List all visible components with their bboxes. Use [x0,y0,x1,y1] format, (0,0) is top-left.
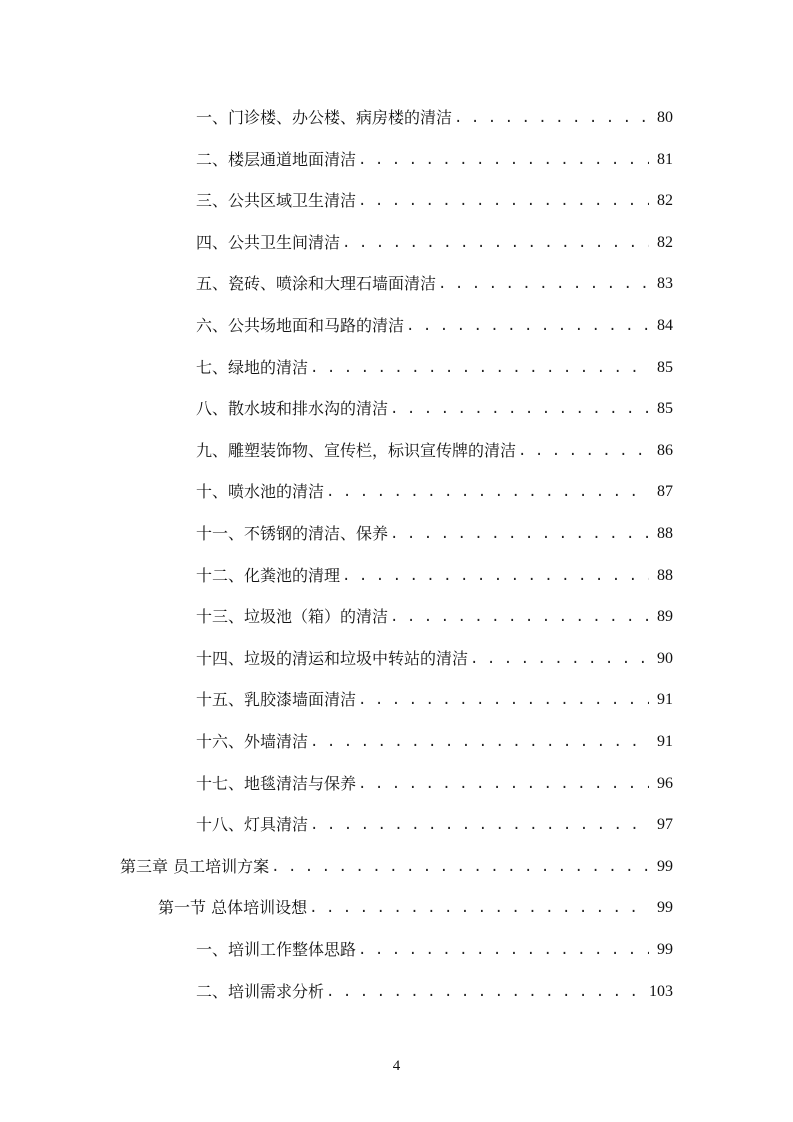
toc-entry-page: 85 [657,359,673,376]
toc-dot-leader [390,397,649,421]
toc-entry-title: 八、散水坡和排水沟的清洁 [196,399,389,418]
toc-entry-page: 88 [657,567,673,584]
toc-dot-leader [342,564,649,588]
toc-entry[interactable] [120,855,673,879]
toc-entry-page: 90 [657,650,673,667]
toc-entry[interactable] [196,522,673,546]
toc-entry[interactable] [196,480,673,504]
toc-entry-page: 91 [657,691,673,708]
toc-entry-page: 88 [657,525,673,542]
toc-entry-title: 二、楼层通道地面清洁 [196,150,357,169]
toc-dot-leader [310,356,649,380]
toc-entry-title: 六、公共场地面和马路的清洁 [196,316,405,335]
toc-entry-title: 九、雕塑装饰物、宣传栏，标识宣传牌的清洁 [196,441,517,460]
page-number: 4 [392,1058,401,1074]
toc-entry[interactable] [196,772,673,796]
toc-dot-leader [470,647,649,671]
toc-entry[interactable] [196,397,673,421]
toc-entry-page: 99 [657,858,673,875]
toc-entry-page: 96 [657,775,673,792]
toc-entry[interactable] [196,189,673,213]
toc-entry[interactable] [196,813,673,837]
toc-entry-title: 二、培训需求分析 [196,982,325,1001]
toc-dot-leader [326,980,647,1004]
toc-dot-leader [406,314,649,338]
toc-dot-leader [271,855,649,879]
toc-entry[interactable] [196,688,673,712]
toc-entry[interactable] [196,439,673,463]
toc-dot-leader [310,813,649,837]
toc-entry[interactable] [196,356,673,380]
toc-entry[interactable] [196,647,673,671]
toc-dot-leader [390,522,649,546]
toc-dot-leader [309,896,649,920]
toc-entry-page: 103 [649,983,673,1000]
toc-entry-page: 83 [657,275,673,292]
toc-entry-page: 85 [657,400,673,417]
toc-entry[interactable] [158,896,673,920]
toc-entry-title: 十八、灯具清洁 [196,815,309,834]
toc-dot-leader [326,480,649,504]
toc-entry-title: 第一节 总体培训设想 [158,898,308,917]
toc-entry-title: 三、公共区域卫生清洁 [196,191,357,210]
toc-dot-leader [310,730,649,754]
toc-entry[interactable] [196,148,673,172]
toc-entry-page: 87 [657,483,673,500]
toc-entry-title: 七、绿地的清洁 [196,358,309,377]
toc-entry-page: 89 [657,608,673,625]
toc-entry-title: 十五、乳胶漆墙面清洁 [196,690,357,709]
toc-entry-title: 一、门诊楼、办公楼、病房楼的清洁 [196,108,453,127]
toc-dot-leader [358,148,649,172]
toc-entry[interactable] [196,605,673,629]
toc-entry[interactable] [196,980,673,1004]
toc-dot-leader [438,272,649,296]
toc-entry-title: 十一、不锈钢的清洁、保养 [196,524,389,543]
toc-dot-leader [454,106,649,130]
toc-dot-leader [390,605,649,629]
toc-entry-title: 五、瓷砖、喷涂和大理石墙面清洁 [196,274,437,293]
toc-entry-title: 十三、垃圾池（箱）的清洁 [196,607,389,626]
toc-entry-page: 82 [657,234,673,251]
toc-entry[interactable] [196,730,673,754]
toc-dot-leader [342,231,649,255]
toc-entry[interactable] [196,938,673,962]
toc-entry[interactable] [196,231,673,255]
toc-entry-page: 81 [657,151,673,168]
toc-entry[interactable] [196,106,673,130]
toc-entry-page: 84 [657,317,673,334]
toc-dot-leader [358,189,649,213]
toc-entry-title: 十二、化粪池的清理 [196,566,341,585]
toc-entry-page: 99 [657,941,673,958]
toc-entry-page: 86 [657,442,673,459]
toc-entry[interactable] [196,564,673,588]
toc-entry-title: 十四、垃圾的清运和垃圾中转站的清洁 [196,649,469,668]
toc-entry-page: 99 [657,899,673,916]
toc-dot-leader [358,688,649,712]
toc-entry-page: 91 [657,733,673,750]
toc-entry-title: 第三章 员工培训方案 [120,857,270,876]
toc-entry-title: 十七、地毯清洁与保养 [196,774,357,793]
toc-entry-title: 十、喷水池的清洁 [196,482,325,501]
toc-entry-title: 十六、外墙清洁 [196,732,309,751]
toc-dot-leader [358,772,649,796]
toc-entry-title: 一、培训工作整体思路 [196,940,357,959]
toc-dot-leader [518,439,649,463]
toc-entry-page: 97 [657,816,673,833]
toc-dot-leader [358,938,649,962]
toc-entry[interactable] [196,314,673,338]
toc-entry-page: 82 [657,192,673,209]
toc-entry[interactable] [196,272,673,296]
toc-entry-title: 四、公共卫生间清洁 [196,233,341,252]
toc-entry-page: 80 [657,109,673,126]
